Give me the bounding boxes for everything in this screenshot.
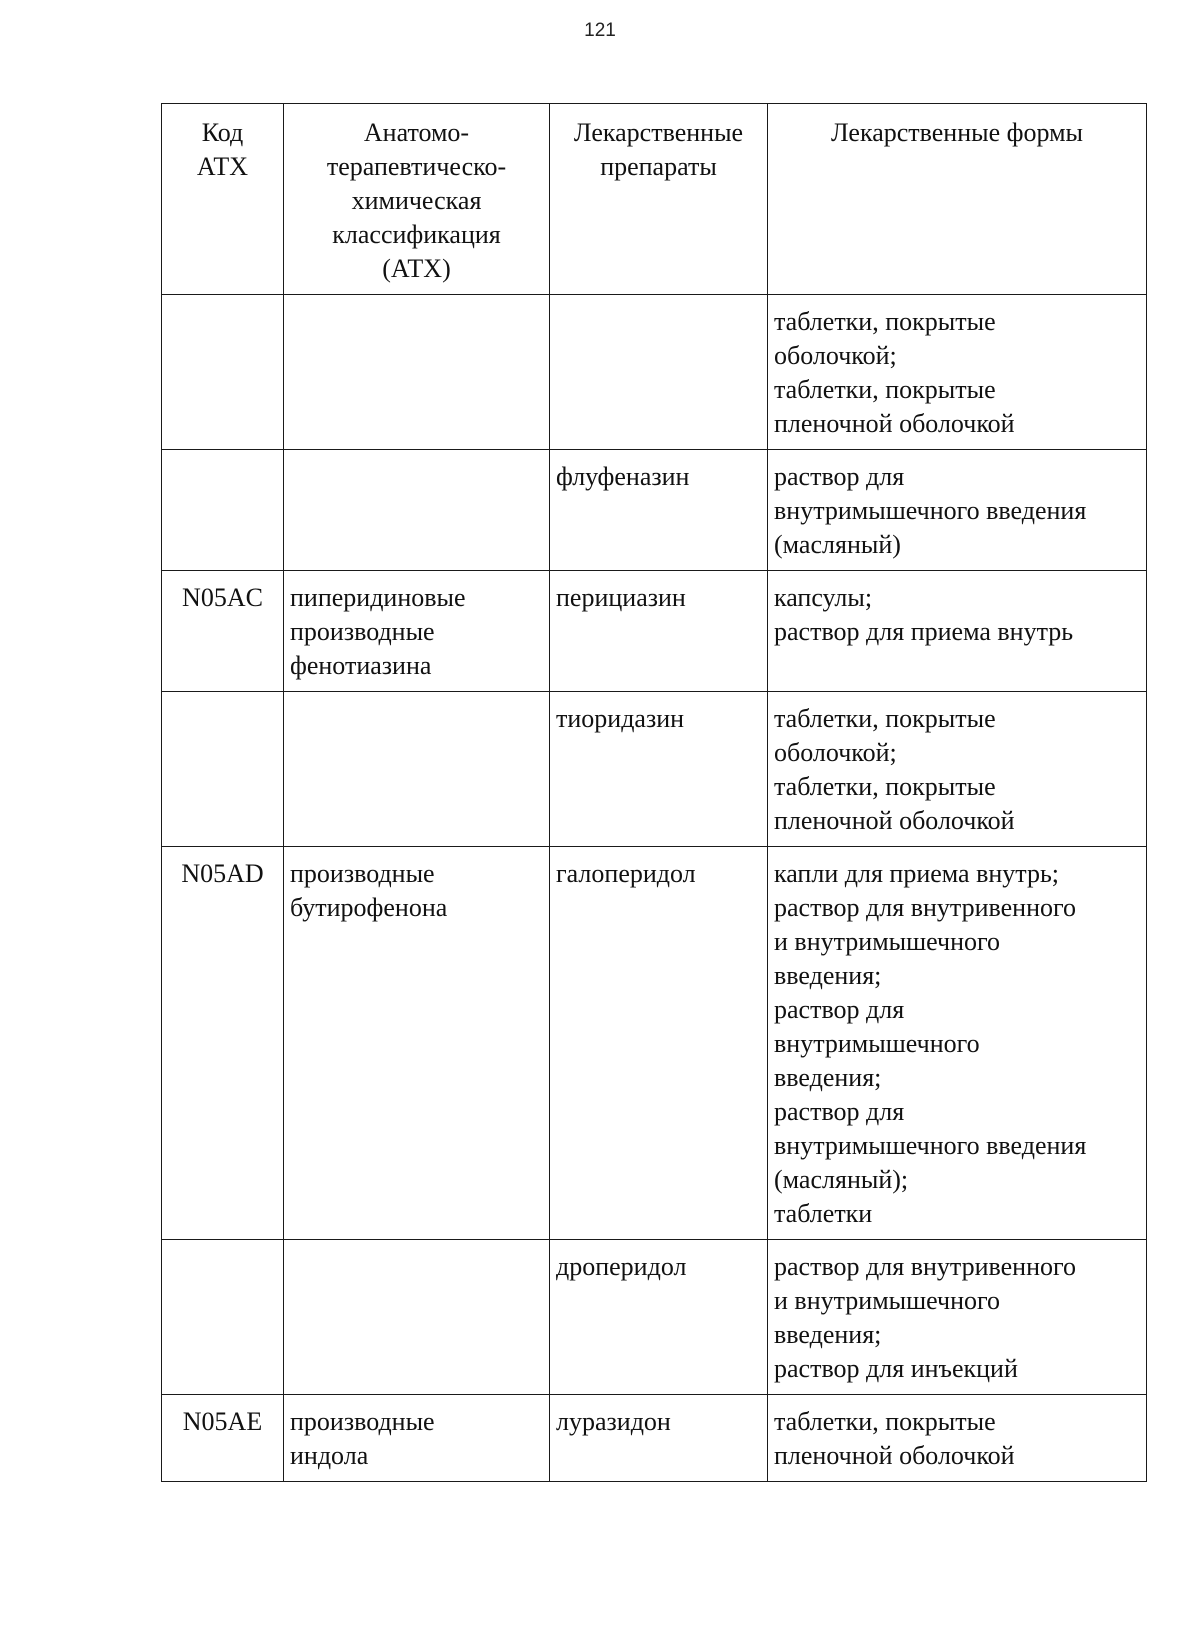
forms-cell [768,1240,1147,1395]
cell-text-line: препараты [600,152,717,181]
atx-code-cell: N05AE [162,1395,284,1482]
drug-cell: перициазин [550,571,768,692]
cell-text-line: бутирофенона [290,893,448,922]
cell-text-line: (АТХ) [382,254,451,283]
forms-cell [768,1395,1147,1482]
cell-text-line: таблетки, покрытые [774,307,996,336]
forms-cell [768,295,1147,450]
classification-cell [284,450,550,571]
table-row [162,847,1147,1240]
header-drugs [550,104,768,295]
cell-text-line: введения; [774,1320,882,1349]
cell-text-line: введения; [774,1063,882,1092]
cell-text-line: фенотиазина [290,651,432,680]
cell-text-line: оболочкой; [774,341,897,370]
cell-text-line: терапевтическо- [326,152,507,181]
atx-table [161,103,1147,1482]
drug-cell: тиоридазин [550,692,768,847]
cell-text-line: таблетки, покрытые [774,375,996,404]
cell-text-line: Код [201,118,244,147]
cell-text-line: и внутримышечного [774,1286,1001,1315]
atx-code-cell [162,450,284,571]
cell-text-line: внутримышечного введения [774,1131,1087,1160]
cell-text-line: и внутримышечного [774,927,1001,956]
cell-text-line: АТХ [196,152,249,181]
cell-text-line: внутримышечного [774,1029,980,1058]
forms-cell [768,571,1147,692]
cell-text-line: таблетки, покрытые [774,1407,996,1436]
cell-text-line: производные [290,859,435,888]
table-row [162,1240,1147,1395]
cell-text-line: (масляный) [774,530,901,559]
cell-text-line: Лекарственные [573,118,744,147]
drug-cell: дроперидол [550,1240,768,1395]
cell-text-line: пленочной оболочкой [774,409,1015,438]
header-forms [768,104,1147,295]
drug-cell [550,295,768,450]
cell-text-line: таблетки, покрытые [774,772,996,801]
forms-cell [768,847,1147,1240]
header-classification [284,104,550,295]
table-row [162,692,1147,847]
cell-text-line: внутримышечного введения [774,496,1087,525]
cell-text-line: раствор для [774,995,905,1024]
table-row [162,571,1147,692]
atx-code-cell [162,1240,284,1395]
cell-text-line: раствор для [774,462,905,491]
cell-text-line: химическая [351,186,482,215]
atx-code-cell: N05AD [162,847,284,1240]
cell-text-line: производные [290,1407,435,1436]
classification-cell [284,847,550,1240]
cell-text-line: индола [290,1441,369,1470]
cell-text-line: Анатомо- [363,118,470,147]
cell-text-line: оболочкой; [774,738,897,767]
cell-text-line: пленочной оболочкой [774,1441,1015,1470]
table-body [162,295,1147,1482]
classification-cell [284,1395,550,1482]
cell-text-line: раствор для внутривенного [774,1252,1076,1281]
cell-text-line: раствор для инъекций [774,1354,1018,1383]
drug-cell: галоперидол [550,847,768,1240]
classification-cell [284,1240,550,1395]
cell-text-line: пиперидиновые [290,583,466,612]
cell-text-line: введения; [774,961,882,990]
atx-code-cell [162,692,284,847]
cell-text-line: производные [290,617,435,646]
cell-text-line: таблетки [774,1199,873,1228]
cell-text-line: капли для приема внутрь; [774,859,1060,888]
cell-text-line: раствор для [774,1097,905,1126]
cell-text-line: раствор для приема внутрь [774,617,1074,646]
cell-text-line: капсулы; [774,583,873,612]
page-number: 121 [584,20,616,41]
cell-text-line: (масляный); [774,1165,909,1194]
header-row [162,104,1147,295]
table-row [162,1395,1147,1482]
forms-cell [768,692,1147,847]
table-header [162,104,1147,295]
classification-cell [284,295,550,450]
classification-cell [284,571,550,692]
table-row [162,295,1147,450]
table-row [162,450,1147,571]
drug-cell: флуфеназин [550,450,768,571]
classification-cell [284,692,550,847]
cell-text-line: классификация [332,220,501,249]
header-code [162,104,284,295]
cell-text-line: пленочной оболочкой [774,806,1015,835]
cell-text-line: раствор для внутривенного [774,893,1076,922]
cell-text-line: таблетки, покрытые [774,704,996,733]
atx-code-cell [162,295,284,450]
atx-code-cell: N05AC [162,571,284,692]
cell-text-line: Лекарственные формы [830,118,1084,147]
forms-cell [768,450,1147,571]
drug-cell: луразидон [550,1395,768,1482]
